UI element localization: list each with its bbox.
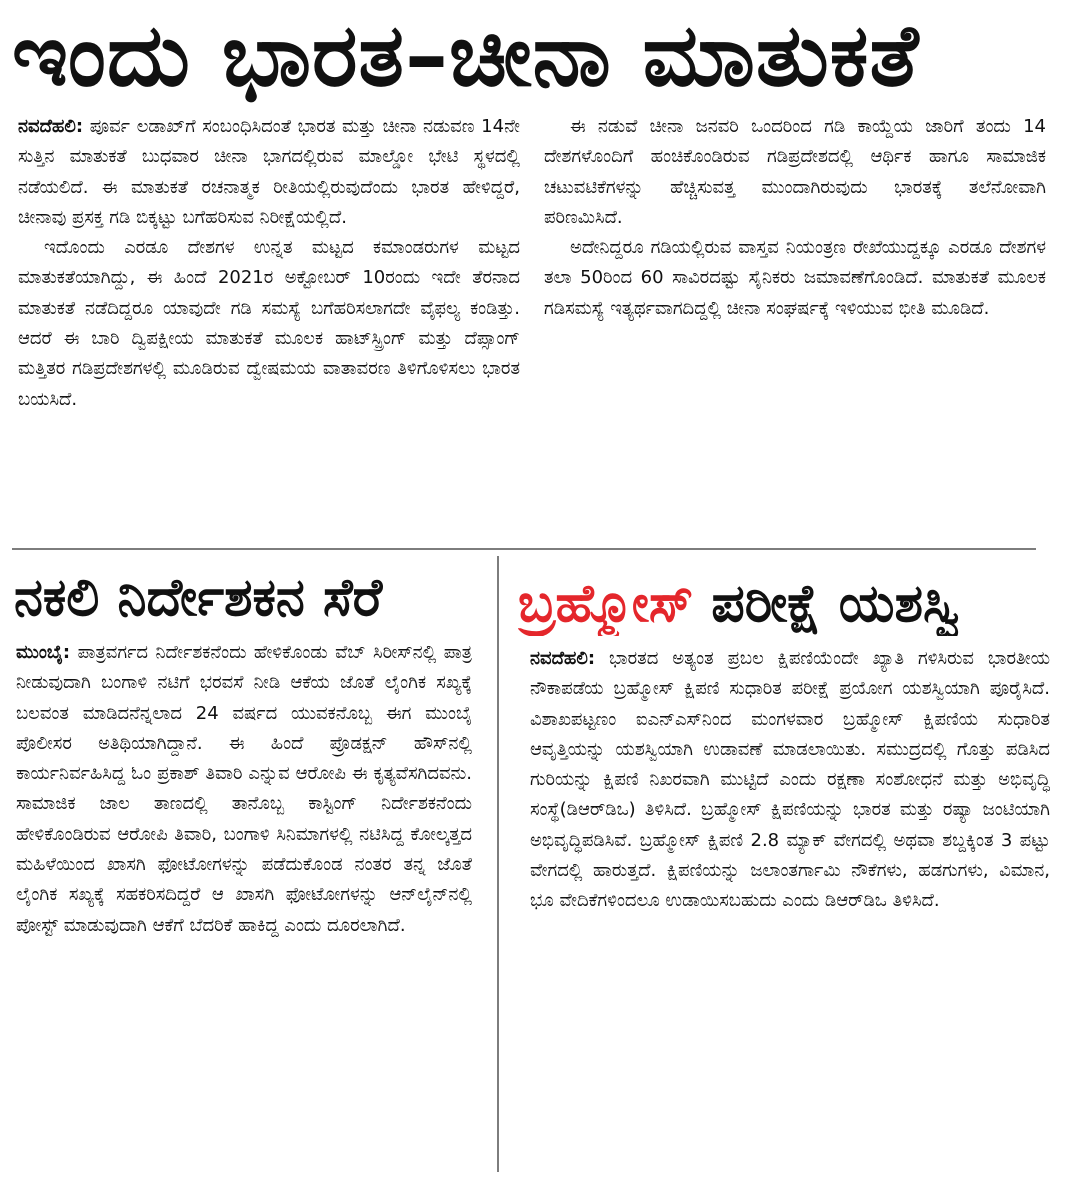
horizontal-divider <box>12 548 1036 550</box>
main-headline: ಇಂದು ಭಾರತ–ಚೀನಾ ಮಾತುಕತೆ <box>12 6 920 106</box>
story-brahmos-headline <box>518 572 1058 636</box>
story-india-china-para-2: ಇದೊಂದು ಎರಡೂ ದೇಶಗಳ ಉನ್ನತ ಮಟ್ಟದ ಕಮಾಂಡರುಗಳ ಮಟ್ಟದ ಮಾತುಕತೆಯಾಗಿದ್ದು, ಈ ಹಿಂದೆ 2021ರ ಅಕ್ಟೋಬರ್ 10ರಂದು ಇದೇ ತೆರನಾದ ಮಾತುಕತೆ ನಡೆದಿದ್ದರೂ ಯಾವುದೇ ಗಡಿ ಸಮಸ್ಯೆ ಬಗೆಹರಿಸಲಾಗದೇ ವೈಫಲ್ಯ ಕಂಡಿತ್ತು. ಆದರೆ ಈ ಬಾರಿ ದ್ವಿಪಕ್ಷೀಯ ಮಾತುಕತೆ ಮೂಲಕ ಹಾಟ್‌ಸ್ಪ್ರಿಂಗ್ ಮತ್ತು ದೆಪ್ಸಾಂಗ್ ಮತ್ತಿತರ ಗಡಿಪ್ರದೇಶಗಳಲ್ಲಿ ಮೂಡಿರುವ ದ್ವೇಷಮಯ ವಾತಾವರಣ ತಿಳಿಗೊಳಿಸಲು ಭಾರತ ಬಯಸಿದೆ. <box>18 237 520 410</box>
paragraph-text: ಪೂರ್ವ ಲಡಾಖ್‌ಗೆ ಸಂಬಂಧಿಸಿದಂತೆ ಭಾರತ ಮತ್ತು ಚೀನಾ ನಡುವಣ 14ನೇ ಸುತ್ತಿನ ಮಾತುಕತೆ ಬುಧವಾರ ಚೀನಾ ಭಾಗದಲ್ಲಿರುವ ಮಾಲ್ಡೋ ಭೇಟಿ ಸ್ಥಳದಲ್ಲಿ ನಡೆಯಲಿದೆ. ಈ ಮಾತುಕತೆ ರಚನಾತ್ಮಕ ರೀತಿಯಲ್ಲಿರುವುದೆಂದು ಭಾರತ ಹೇಳಿದ್ದರೆ, ಚೀನಾವು ಪ್ರಸಕ್ತ ಗಡಿ ಬಿಕ್ಕಟ್ಟು ಬಗೆಹರಿಸುವ ನಿರೀಕ್ಷೆಯಲ್ಲಿದೆ. <box>18 116 520 228</box>
story-fake-director-para <box>16 638 472 941</box>
story-brahmos-body <box>530 644 1050 1184</box>
paragraph-text: ಭಾರತದ ಅತ್ಯಂತ ಪ್ರಬಲ ಕ್ಷಿಪಣಿಯೆಂದೇ ಖ್ಯಾತಿ ಗಳಿಸಿರುವ ಭಾರತೀಯ ನೌಕಾಪಡೆಯ ಬ್ರಹ್ಮೋಸ್ ಕ್ಷಿಪಣಿ ಸುಧಾರಿತ ಪರೀಕ್ಷೆ ಪ್ರಯೋಗ ಯಶಸ್ವಿಯಾಗಿ ಪೂರೈಸಿದೆ. ವಿಶಾಖಪಟ್ಟಣಂ ಐಎನ್‌ಎಸ್‌ನಿಂದ ಮಂಗಳವಾರ ಬ್ರಹ್ಮೋಸ್ ಕ್ಷಿಪಣಿಯ ಸುಧಾರಿತ ಆವೃತ್ತಿಯನ್ನು ಯಶಸ್ವಿಯಾಗಿ ಉಡಾವಣೆ ಮಾಡಲಾಯಿತು. ಸಮುದ್ರದಲ್ಲಿ ಗೊತ್ತು ಪಡಿಸಿದ ಗುರಿಯನ್ನು ಕ್ಷಿಪಣಿ ನಿಖರವಾಗಿ ಮುಟ್ಟಿದೆ ಎಂದು ರಕ್ಷಣಾ ಸಂಶೋಧನೆ ಮತ್ತು ಅಭಿವೃದ್ಧಿ ಸಂಸ್ಥೆ(ಡಿಆರ್‌ಡಿಒ) ತಿಳಿಸಿದೆ. ಬ್ರಹ್ಮೋಸ್ ಕ್ಷಿಪಣಿಯನ್ನು ಭಾರತ ಮತ್ತು ರಷ್ಯಾ ಜಂಟಿಯಾಗಿ ಅಭಿವೃದ್ಧಿಪಡಿಸಿವೆ. ಬ್ರಹ್ಮೋಸ್ ಕ್ಷಿಪಣಿ 2.8 ಮ್ಯಾಕ್ ವೇಗದಲ್ಲಿ ಅಥವಾ ಶಬ್ದಕ್ಕಿಂತ 3 ಪಟ್ಟು ವೇಗದಲ್ಲಿ ಹಾರುತ್ತದೆ. ಕ್ಷಿಪಣಿಯನ್ನು ಜಲಾಂತರ್ಗಾಮಿ ನೌಕೆಗಳು, ಹಡಗುಗಳು, ವಿಮಾನ, ಭೂ ವೇದಿಕೆಗಳಿಂದಲೂ ಉಡಾಯಿಸಬಹುದು ಎಂದು ಡಿಆರ್‌ಡಿಒ ತಿಳಿಸಿದೆ. <box>530 648 1050 912</box>
paragraph-text: ಪಾತ್ರವರ್ಗದ ನಿರ್ದೇಶಕನೆಂದು ಹೇಳಿಕೊಂಡು ವೆಬ್ ಸಿರೀಸ್‌ನಲ್ಲಿ ಪಾತ್ರ ನೀಡುವುದಾಗಿ ಬಂಗಾಳಿ ನಟಿಗೆ ಭರವಸೆ ನೀಡಿ ಆಕೆಯ ಜೊತೆ ಲೈಂಗಿಕ ಸಖ್ಯಕ್ಕೆ ಬಲವಂತ ಮಾಡಿದನೆನ್ನಲಾದ 24 ವರ್ಷದ ಯುವಕನೊಬ್ಬ ಈಗ ಮುಂಬೈ ಪೊಲೀಸರ ಅತಿಥಿಯಾಗಿದ್ದಾನೆ. ಈ ಹಿಂದೆ ಪ್ರೊಡಕ್ಷನ್ ಹೌಸ್‌ನಲ್ಲಿ ಕಾರ್ಯನಿರ್ವಹಿಸಿದ್ದ ಓಂ ಪ್ರಕಾಶ್ ತಿವಾರಿ ಎನ್ನುವ ಆರೋಪಿ ಈ ಕೃತ್ಯವೆಸಗಿದವನು. ಸಾಮಾಜಿಕ ಜಾಲ ತಾಣದಲ್ಲಿ ತಾನೊಬ್ಬ ಕಾಸ್ಟಿಂಗ್ ನಿರ್ದೇಶಕನೆಂದು ಹೇಳಿಕೊಂಡಿರುವ ಆರೋಪಿ ತಿವಾರಿ, ಬಂಗಾಳಿ ಸಿನಿಮಾಗಳಲ್ಲಿ ನಟಿಸಿದ್ದ ಕೋಲ್ಕತ್ತದ ಮಹಿಳೆಯಿಂದ ಖಾಸಗಿ ಫೋಟೋಗಳನ್ನು ಪಡೆದುಕೊಂಡ ನಂತರ ತನ್ನ ಜೊತೆ ಲೈಂಗಿಕ ಸಖ್ಯಕ್ಕೆ ಸಹಕರಿಸದಿದ್ದರೆ ಆ ಖಾಸಗಿ ಫೋಟೋಗಳನ್ನು ಆನ್‌ಲೈನ್‌ನಲ್ಲಿ ಪೋಸ್ಟ್ ಮಾಡುವುದಾಗಿ ಆಕೆಗೆ ಬೆದರಿಕೆ ಹಾಕಿದ್ದ ಎಂದು ದೂರಲಾಗಿದೆ. <box>16 642 472 936</box>
story-india-china-col-1 <box>18 112 520 532</box>
story-fake-director-headline: ನಕಲಿ ನಿರ್ದೇಶಕನ ಸೆರೆ <box>14 568 383 628</box>
story-brahmos-para <box>530 644 1050 917</box>
headline-red-word: ಬ್ರಹ್ಮೋಸ್ <box>518 574 694 634</box>
story-india-china-para-4: ಅದೇನಿದ್ದರೂ ಗಡಿಯಲ್ಲಿರುವ ವಾಸ್ತವ ನಿಯಂತ್ರಣ ರೇಖೆಯುದ್ದಕ್ಕೂ ಎರಡೂ ದೇಶಗಳ ತಲಾ 50ರಿಂದ 60 ಸಾವಿರದಷ್ಟು ಸೈನಿಕರು ಜಮಾವಣೆಗೊಂಡಿದೆ. ಮಾತುಕತೆ ಮೂಲಕ ಗಡಿಸಮಸ್ಯೆ ಇತ್ಯರ್ಥವಾಗದಿದ್ದಲ್ಲಿ ಚೀನಾ ಸಂಘರ್ಷಕ್ಕೆ ಇಳಿಯುವ ಭೀತಿ ಮೂಡಿದೆ. <box>544 237 1046 319</box>
story-india-china-para-1 <box>18 112 520 233</box>
story-india-china-col-2 <box>544 112 1046 532</box>
dateline: ಮುಂಬೈ: <box>16 642 71 663</box>
dateline: ನವದೆಹಲಿ: <box>530 648 596 669</box>
story-fake-director-body <box>16 638 472 1178</box>
story-india-china-para-3: ಈ ನಡುವೆ ಚೀನಾ ಜನವರಿ ಒಂದರಿಂದ ಗಡಿ ಕಾಯ್ದೆಯ ಜಾರಿಗೆ ತಂದು 14 ದೇಶಗಳೊಂದಿಗೆ ಹಂಚಿಕೊಂಡಿರುವ ಗಡಿಪ್ರದೇಶದಲ್ಲಿ ಆರ್ಥಿಕ ಹಾಗೂ ಸಾಮಾಜಿಕ ಚಟುವಟಿಕೆಗಳನ್ನು ಹೆಚ್ಚಿಸುವತ್ತ ಮುಂದಾಗಿರುವುದು ಭಾರತಕ್ಕೆ ತಲೆನೋವಾಗಿ ಪರಿಣಮಿಸಿದೆ. <box>544 116 1046 228</box>
vertical-divider <box>497 556 499 1172</box>
headline-rest: ಪರೀಕ್ಷೆ ಯಶಸ್ವಿ <box>693 574 960 634</box>
dateline: ನವದೆಹಲಿ: <box>18 116 84 137</box>
